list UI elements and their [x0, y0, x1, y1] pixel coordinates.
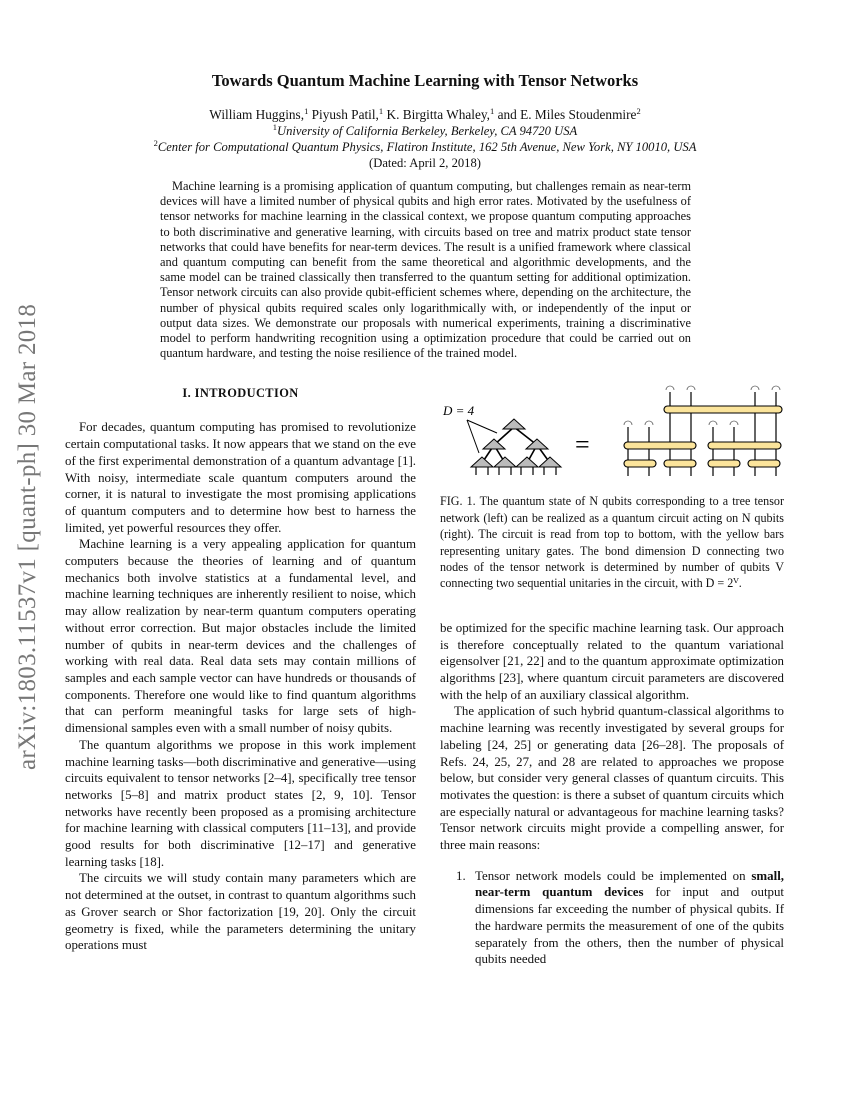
section-heading: I. INTRODUCTION	[182, 386, 299, 401]
numbered-list	[440, 868, 784, 968]
date-line: (Dated: April 2, 2018)	[369, 156, 481, 170]
paragraph: The application of such hybrid quantum-classical algorithms to machine learning was recently investigated by several groups for labeling [24, 25] or generating data [26–28]. The proposals of Refs. 24, 25, 27, and 28 are related to approaches we propose below, but consider very general classes of quantum circuits. This motivates the question: is there a subset of quantum circuits which are especially natural or advantageous for machine learning tasks? Tensor network circuits might provide a compelling answer, for three main reasons:	[440, 704, 784, 853]
author: Piyush Patil,$^1$	[311, 106, 384, 122]
list-item: 1. Tensor network models could be implemented on small, near-term quantum devices for input and output dimensions far exceeding the number of physical qubits. If the hardware permits the measurement of one of the qubits separately from the others, then the number of physical qubits needed	[456, 868, 784, 967]
paragraph: be optimized for the specific machine learning task. Our approach is therefore conceptually related to the quantum variational eigensolver [21, 22] and to the quantum approximate optimization algorithms [23], where quantum circuit parameters are discovered with the help of an auxiliary classical algorithm.	[440, 620, 784, 702]
arxiv-stamp: arXiv:1803.11537v1 [quant-ph] 30 Mar 2018	[14, 303, 41, 770]
author: K. Birgitta Whaley,$^1$	[386, 106, 495, 122]
paragraph: The circuits we will study contain many parameters which are not determined at the outset, in contrast to quantum algorithms such as Grover search or Shor factorization [19, 20]. Only the circuit geometry is fixed, while the parameters determining the unitary operations must	[65, 871, 416, 953]
paragraph: For decades, quantum computing has promised to revolutionize certain computational tasks. It now appears that we stand on the eve of the first experimental demonstration of a quantum advantage [1]. With noisy, intermediate scale quantum computers around the corner, it is natural to investigate the most promising applications of quantum computers and to determine how best to harness the limited, yet powerful resources they offer.	[65, 420, 416, 535]
abstract: Machine learning is a promising application of quantum computing, but challenges remain as near-term devices will have a limited number of physical qubits and high error rates. Motivated by the usefulness of tensor networks for machine learning in the classical context, we propose quantum computing approaches to both discriminative and generative learning, with circuits based on tree and matrix product state tensor networks that could have benefits for near-term devices. The result is a unified framework where classical and quantum computing can benefit from the same theoretical and algorithmic developments, and the same model can be trained classically then transferred to the quantum setting for additional optimization. Tensor network circuits can also provide qubit-efficient schemes where, depending on the architecture, the number of physical qubits required scales only logarithmically with, or independently of the input or output data sizes. We demonstrate our proposals with numerical experiments, training a discriminative model to perform handwriting recognition using a optimization procedure that could be carried out on quantum hardware, and testing the noise resilience of the trained model.	[160, 179, 691, 361]
two-column-body	[0, 375, 850, 968]
paper-title: Towards Quantum Machine Learning with Tensor Networks	[211, 71, 639, 90]
quantum-circuit	[624, 386, 782, 476]
author: and E. Miles Stoudenmire$^2$	[497, 106, 641, 122]
paragraph: Machine learning is a very appealing application for quantum computers because the theories of learning and of quantum mechanics both involve statistics at a fundamental level, and machine learning techniques are inherently resilient to noise, which may allow realization by near-term quantum computers operating without error correction. But major obstacles include the limited number of qubits in near-term devices and the challenges of working with real data. Real data sets may contain millions of samples and each sample vector can have hundreds or thousands of components. Therefore one would like to find quantum algorithms that can perform meaningful tasks for large sets of high-dimensional samples even with a small number of noisy qubits.	[65, 537, 416, 736]
right-column	[440, 375, 784, 968]
right-text	[440, 620, 784, 854]
figure-caption: FIG. 1. The quantum state of N qubits corresponding to a tree tensor network (left) can be realized as a quantum circuit acting on N qubits (right). The circuit is read from top to bottom, with the yellow bars representing unitary gates. The bond dimension D connecting two nodes of the tensor network is determined by number of qubits V connecting two sequential unitaries in the circuit, with D = 2ⱽ.	[440, 494, 784, 591]
equals-sign: =	[575, 430, 590, 460]
author: William Huggins,$^1$	[209, 106, 309, 122]
figure-tree-circuit	[437, 375, 797, 485]
author-list	[0, 106, 850, 123]
unitary-gates	[624, 406, 782, 467]
affiliation: $^1$University of California Berkeley, Berkeley, CA 94720 USA	[272, 122, 578, 138]
left-column	[65, 375, 416, 968]
paragraph: The quantum algorithms we propose in this work implement machine learning tasks—both discriminative and generative—using circuits equivalent to tensor networks [2–4], specifically tree tensor networks [5–8] and matrix product states [2, 9, 10]. Tensor networks have recently been proposed as a promising architecture for machine learning with classical computers [11–13], and provide good results for both discriminative [12–17] and generative learning tasks [18].	[65, 737, 416, 869]
affiliation: $^2$Center for Computational Quantum Physics, Flatiron Institute, 162 5th Avenue, New York, NY 10010, USA	[153, 138, 697, 154]
bond-dimension-label: D = 4	[443, 403, 475, 419]
